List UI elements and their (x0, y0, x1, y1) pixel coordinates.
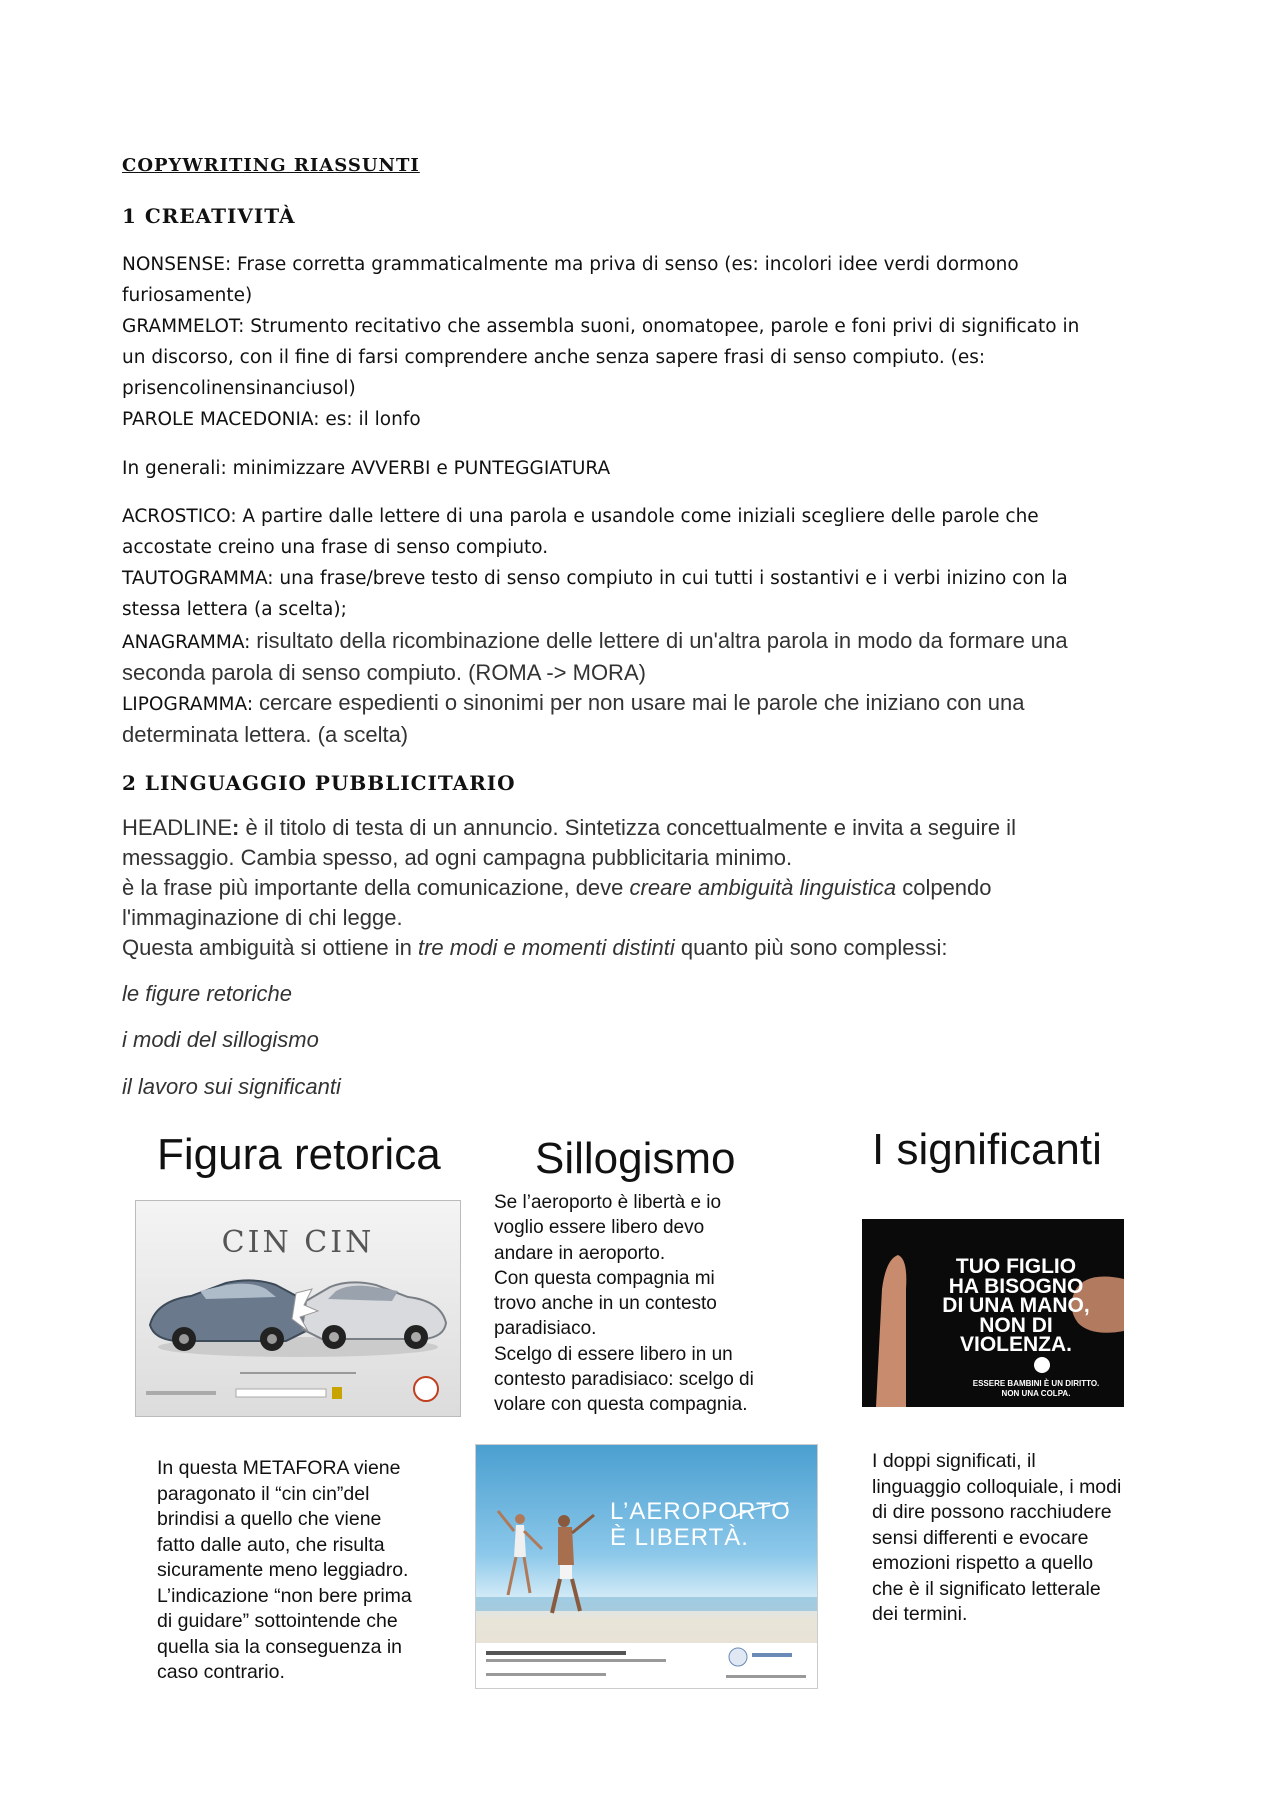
section-heading-linguaggio: 2 LINGUAGGIO PUBBLICITARIO (122, 771, 516, 795)
text-line: Con questa compagnia mi (494, 1267, 715, 1289)
text-line: HA BISOGNO (948, 1274, 1084, 1298)
italic-span: tre modi e momenti distinti (417, 935, 675, 960)
paragraph-line (122, 813, 1182, 843)
text-line: dei termini. (872, 1603, 968, 1625)
list-item: le figure retoriche (122, 981, 292, 1006)
paragraph-line: stessa lettera (a scelta); (122, 599, 347, 620)
italic-span: creare ambiguità linguistica (629, 875, 897, 900)
paragraph-line: GRAMMELOT: Strumento recitativo che assembla suoni, onomatopee, parole e foni privi di significato in (122, 316, 1080, 337)
section-heading-creativita: 1 CREATIVITÀ (122, 204, 296, 228)
text-line: contesto paradisiaco: scelgo di (494, 1369, 754, 1391)
text-line: NON DI (979, 1313, 1053, 1337)
text-line: Scelgo di essere libero in un (494, 1343, 733, 1365)
term-label: LIPOGRAMMA: (122, 694, 259, 715)
text-line: brindisi a quello che viene (157, 1508, 382, 1530)
crashed-cars-graphic (136, 1201, 460, 1416)
paragraph-line (122, 873, 1182, 903)
text-span: quanto più sono complessi: (674, 935, 948, 960)
text-line: emozioni rispetto a quello (872, 1552, 1094, 1574)
text-line: che è il significato letterale (872, 1577, 1101, 1600)
text-line: È LIBERTÀ. (610, 1524, 749, 1551)
term-label: ANAGRAMMA: (122, 632, 257, 653)
text-span: Questa ambiguità si ottiene in (122, 935, 418, 960)
text-span: è la frase più importante della comunicazione, deve (122, 875, 630, 900)
text-span: colpendo (896, 875, 992, 900)
paragraph-line: ACROSTICO: A partire dalle lettere di una parola e usandole come iniziali scegliere delle parole che (122, 506, 1039, 527)
text-line: linguaggio colloquiale, i modi (872, 1475, 1122, 1498)
text-line: In questa METAFORA viene (157, 1457, 401, 1479)
paragraph-line: un discorso, con il fine di farsi comprendere anche senza sapere frasi di senso compiuto. (es: (122, 347, 986, 368)
figure-title-sillogismo: Sillogismo (535, 1134, 736, 1183)
paragraph-line (122, 688, 1182, 720)
headline-colon: : (232, 815, 246, 840)
text-line: NON UNA COLPA. (1001, 1389, 1071, 1398)
paragraph-line: In generali: minimizzare AVVERBI e PUNTEGGIATURA (122, 458, 611, 479)
figure-title-significanti: I significanti (872, 1125, 1102, 1174)
text-line: fatto dalle auto, che risulta (157, 1533, 385, 1556)
doppi-significati-caption (872, 1449, 1172, 1628)
section-creativita-body (122, 249, 1182, 750)
text-line: di dire possono racchiudere (872, 1501, 1112, 1523)
paragraph-line: seconda parola di senso compiuto. (ROMA -> MORA) (122, 660, 646, 685)
text-line: L’AEROPORTO (610, 1498, 791, 1525)
text-line: VIOLENZA. (959, 1333, 1072, 1356)
beach-couple-graphic (476, 1445, 817, 1688)
text-line: trovo anche in un contesto (494, 1293, 717, 1315)
paragraph-line: determinata lettera. (a scelta) (122, 722, 409, 747)
paragraph-line: prisencolinensinanciusol) (122, 378, 356, 399)
paragraph-line: accostate creino una frase di senso compiuto. (122, 537, 549, 558)
violenza-ad-image (862, 1219, 1124, 1407)
list-item: il lavoro sui significanti (122, 1074, 341, 1099)
text-line: L’indicazione “non bere prima (157, 1584, 412, 1607)
sillogismo-text (494, 1190, 790, 1418)
text-line: sicuramente meno leggiadro. (157, 1559, 409, 1581)
metafora-caption (157, 1456, 457, 1686)
paragraph-line: PAROLE MACEDONIA: es: il lonfo (122, 409, 421, 430)
text-line: ESSERE BAMBINI È UN DIRITTO. (972, 1379, 1100, 1388)
text-line: voglio essere libero devo (494, 1217, 705, 1239)
text-line: paradisiaco. (494, 1318, 597, 1340)
paragraph-line (122, 933, 1182, 963)
text-line: caso contrario. (157, 1661, 285, 1683)
text-line: DI UNA MANO, (942, 1294, 1090, 1317)
violenza-ad-headline (912, 1257, 1120, 1355)
paragraph-line: furiosamente) (122, 285, 253, 306)
section-linguaggio-body (122, 813, 1182, 963)
paragraph-line: TAUTOGRAMMA: una frase/breve testo di senso compiuto in cui tutti i sostantivi e i verbi inizino con la (122, 568, 1068, 589)
paragraph-line: l'immaginazione di chi legge. (122, 905, 403, 930)
text-line: TUO FIGLIO (955, 1255, 1077, 1278)
violenza-ad-logo (1034, 1357, 1050, 1373)
text-line: I doppi significati, il (872, 1450, 1036, 1472)
cincin-ad-headline: CIN CIN (221, 1225, 375, 1260)
paragraph-line: NONSENSE: Frase corretta grammaticalmente ma priva di senso (es: incolori idee verdi dormono (122, 254, 1019, 275)
headline-label: HEADLINE (122, 815, 233, 840)
aeroporto-ad-image (475, 1444, 818, 1689)
list-item: i modi del sillogismo (122, 1027, 319, 1052)
text-line: Se l’aeroporto è libertà e io (494, 1192, 722, 1213)
headline-text: è il titolo di testa di un annuncio. Sintetizza concettualmente e invita a seguire il (245, 815, 1016, 840)
term-text: cercare espedienti o sinonimi per non usare mai le parole che iniziano con una (258, 690, 1025, 715)
text-line: volare con questa compagnia. (494, 1394, 748, 1416)
text-line: andare in aeroporto. (494, 1242, 666, 1264)
figure-title-retorica: Figura retorica (157, 1130, 441, 1179)
paragraph-line: messaggio. Cambia spesso, ad ogni campagna pubblicitaria minimo. (122, 845, 793, 870)
text-line: paragonato il “cin cin”del (157, 1482, 370, 1505)
document-title: COPYWRITING RIASSUNTI (122, 155, 420, 176)
cincin-ad-image (135, 1200, 461, 1417)
paragraph-line (122, 625, 1182, 658)
term-text: risultato della ricombinazione delle lettere di un'altra parola in modo da formare una (256, 628, 1068, 653)
text-line: di guidare” sottointende che (157, 1610, 398, 1632)
techniques-list (122, 979, 722, 1102)
text-line: sensi differenti e evocare (872, 1526, 1089, 1549)
text-line: quella sia la conseguenza in (157, 1635, 403, 1658)
violenza-ad-tagline (952, 1379, 1120, 1399)
